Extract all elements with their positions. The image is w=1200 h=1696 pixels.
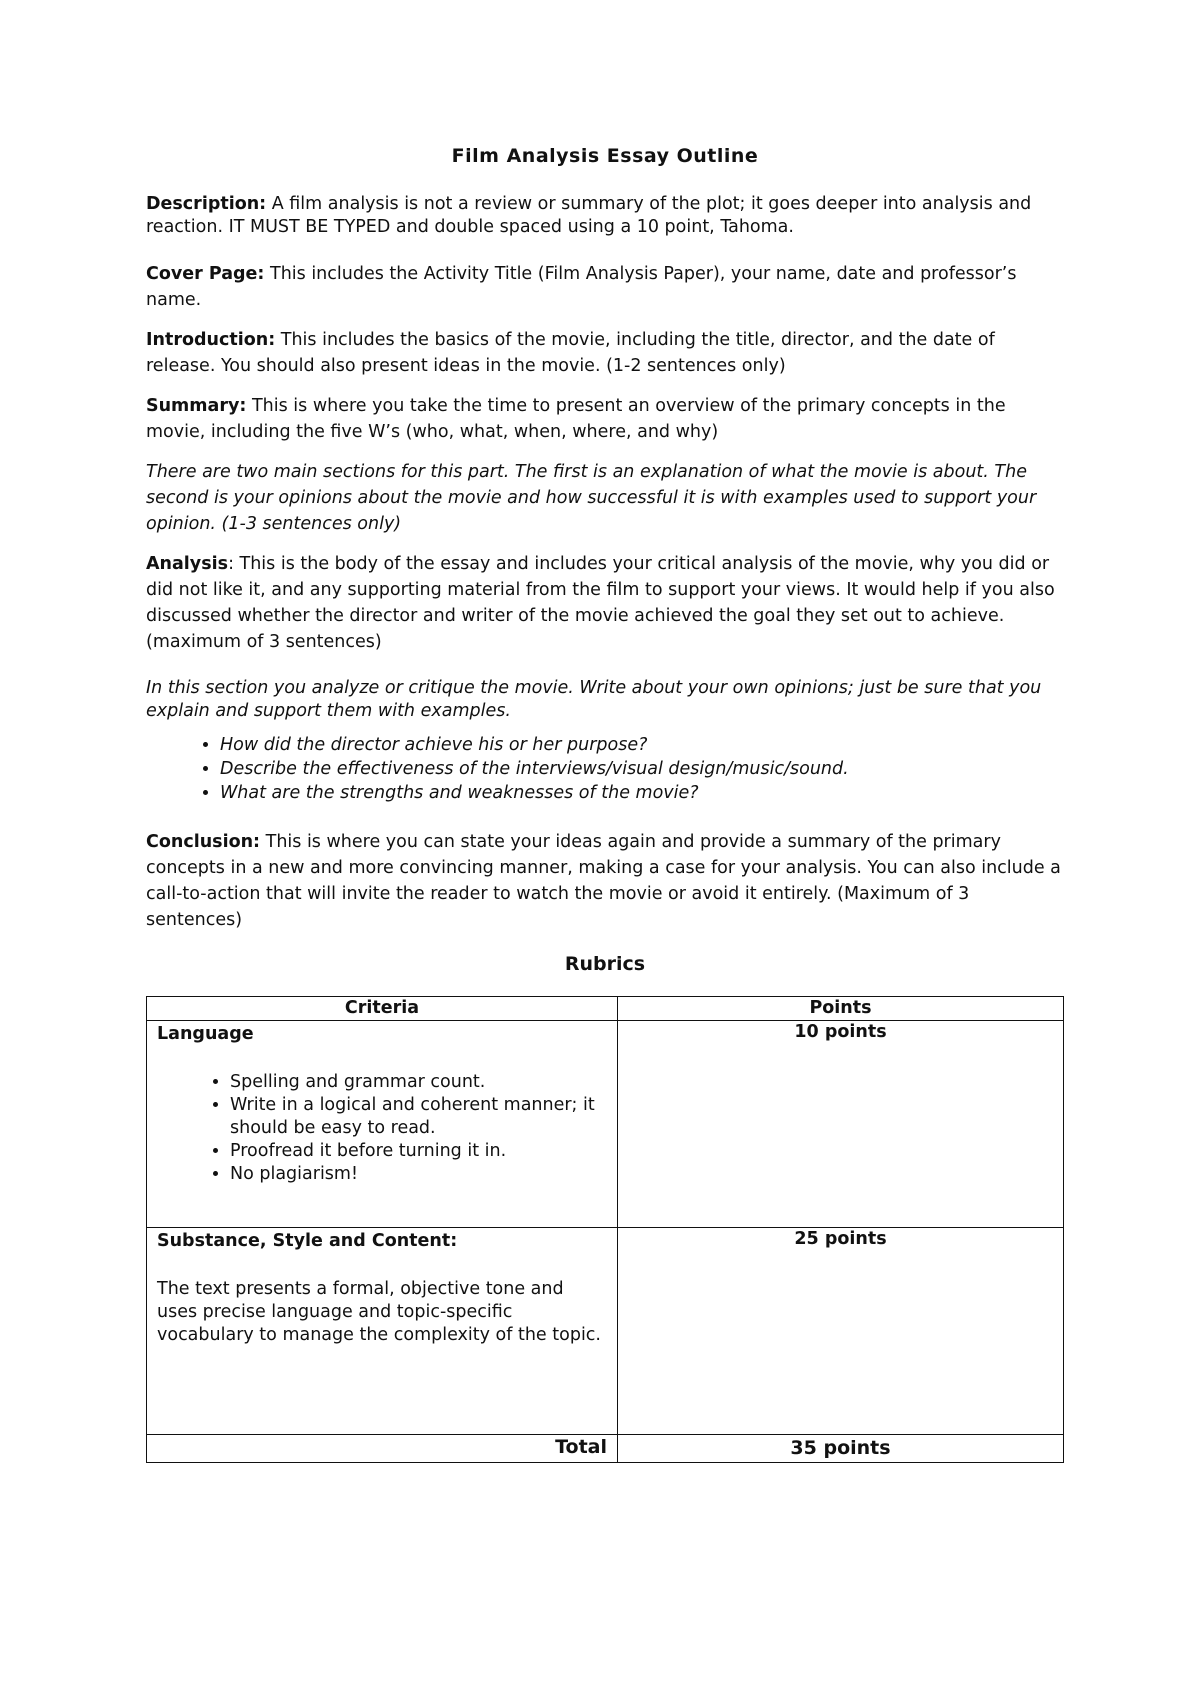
analysis-text: : This is the body of the essay and includes your critical analysis of the movie, why you did or did not like it, and any supporting material from the film to support your views. It would help if you also discussed whether the director and writer of the movie achieved the goal they set out to achieve. (maximum of 3 sentences) <box>146 554 1055 652</box>
list-item: • Proofread it before turning it in. <box>230 1140 607 1163</box>
cover-page-paragraph <box>146 261 1064 313</box>
cover-page-text: This includes the Activity Title (Film Analysis Paper), your name, date and professor’s name. <box>146 264 1017 310</box>
language-criteria-cell <box>147 1021 618 1228</box>
summary-label: Summary: <box>146 396 247 416</box>
analysis-label: Analysis <box>146 554 229 574</box>
list-item: • No plagiarism! <box>230 1163 607 1186</box>
list-item: • Spelling and grammar count. <box>230 1071 607 1094</box>
rubric-table <box>146 996 1064 1463</box>
summary-note: There are two main sections for this part. The first is an explanation of what the movie is about. The second is your opinions about the movie and how successful it is with examples used to support your opinion. (1-3 sentences only) <box>146 462 1037 534</box>
analysis-note: In this section you analyze or critique the movie. Write about your own opinions; just be sure that you explain and support them with examples. <box>146 678 1042 721</box>
analysis-paragraph <box>146 551 1064 655</box>
description-text: A film analysis is not a review or summary of the plot; it goes deeper into analysis and reaction. IT MUST BE TYPED and double spaced using a 10 point, Tahoma. <box>146 194 1032 237</box>
introduction-label: Introduction: <box>146 330 276 350</box>
introduction-paragraph <box>146 327 1064 379</box>
total-value: 35 points <box>618 1435 1064 1463</box>
conclusion-label: Conclusion: <box>146 832 261 852</box>
substance-points-cell: 25 points <box>618 1228 1064 1435</box>
language-points-cell: 10 points <box>618 1021 1064 1228</box>
substance-criteria-cell <box>147 1228 618 1435</box>
document-title: Film Analysis Essay Outline <box>451 145 759 167</box>
list-item: • What are the strengths and weaknesses of the movie? <box>220 781 1064 805</box>
substance-description: The text presents a formal, objective tone and uses precise language and topic-specific vocabulary to manage the complexity of the topic. <box>157 1279 601 1345</box>
rubrics-title: Rubrics <box>564 953 646 975</box>
introduction-text: This includes the basics of the movie, including the title, director, and the date of release. You should also present ideas in the movie. (1-2 sentences only) <box>146 330 995 376</box>
conclusion-text: This is where you can state your ideas again and provide a summary of the primary concepts in a new and more convincing manner, making a case for your analysis. You can also include a call-to-action that will invite the reader to watch the movie or avoid it entirely. (Maximum of 3 sentences) <box>146 832 1061 930</box>
list-item: • Write in a logical and coherent manner; it should be easy to read. <box>230 1094 607 1140</box>
language-bullet-list <box>157 1071 607 1186</box>
total-row <box>147 1435 1064 1463</box>
document-page <box>146 140 1064 1463</box>
conclusion-paragraph <box>146 829 1064 933</box>
summary-text: This is where you take the time to present an overview of the primary concepts in the movie, including the five W’s (who, what, when, where, and why) <box>146 396 1006 442</box>
total-label: Total <box>147 1435 618 1463</box>
language-heading: Language <box>157 1024 254 1044</box>
summary-paragraph <box>146 393 1064 445</box>
list-item: • How did the director achieve his or her purpose? <box>220 733 1064 757</box>
description-label: Description: <box>146 194 267 214</box>
table-header-row <box>147 997 1064 1021</box>
list-item: • Describe the effectiveness of the interviews/visual design/music/sound. <box>220 757 1064 781</box>
points-header: Points <box>618 997 1064 1021</box>
analysis-question-list <box>146 733 1064 805</box>
criteria-header: Criteria <box>147 997 618 1021</box>
cover-page-label: Cover Page: <box>146 264 265 284</box>
table-row <box>147 1021 1064 1228</box>
substance-heading: Substance, Style and Content: <box>157 1231 458 1251</box>
description-paragraph <box>146 193 1064 239</box>
table-row <box>147 1228 1064 1435</box>
